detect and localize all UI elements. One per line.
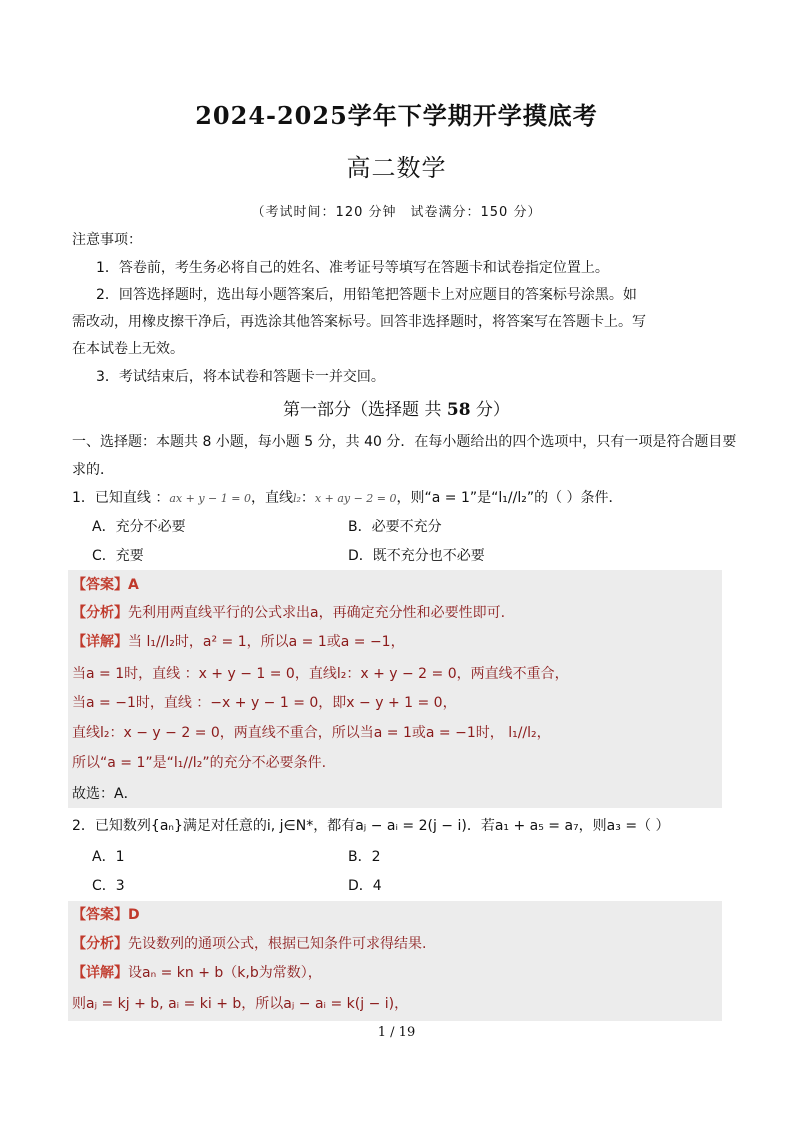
q2-detail-1: 【详解】设aₙ = kn + b（k,b为常数），	[72, 965, 322, 981]
q2-analysis: 【分析】先设数列的通项公式，根据已知条件可求得结果.	[72, 936, 427, 952]
exam-subject: 高二数学	[346, 154, 447, 182]
q2-stem: 2．已知数列{aₙ}满足对任意的i, j∈N*，都有aⱼ − aᵢ = 2(j − i)．若a₁ + a₅ = a₇，则a₃ =（ ）	[72, 818, 670, 834]
exam-info: （考试时间：120 分钟 试卷满分：150 分）	[251, 205, 542, 220]
q1-option-a: A．充分不必要	[92, 519, 186, 535]
q1-detail-4: 直线l₂：x − y − 2 = 0，两直线不重合，所以当a = 1或a = −1时， l₁//l₂，	[72, 725, 551, 741]
notice-heading: 注意事项：	[72, 232, 142, 248]
q1-stem: 1．已知直线 ：ax + y − 1 = 0，直线l₂：x + ay − 2 = 0，则“a = 1”是“l₁//l₂”的（ ）条件．	[72, 490, 623, 506]
notice-item-3: 3．考试结束后，将本试卷和答题卡一并交回。	[96, 369, 385, 385]
notice-item-2b: 需改动，用橡皮擦干净后，再选涂其他答案标号。回答非选择题时，将答案写在答题卡上。写	[72, 314, 646, 330]
exam-title: 2024-2025学年下学期开学摸底考	[195, 101, 598, 130]
q1-analysis: 【分析】先利用两直线平行的公式求出a，再确定充分性和必要性即可.	[72, 605, 506, 621]
instructions-line-1: 一、选择题：本题共 8 小题，每小题 5 分，共 40 分．在每小题给出的四个选项中，只有一项是符合题目要	[72, 434, 737, 450]
page-number: 1 / 19	[377, 1025, 416, 1040]
q1-solution-block	[68, 570, 722, 808]
q1-detail-6: 故选：A．	[72, 786, 138, 802]
q1-option-b: B．必要不充分	[348, 519, 442, 535]
q1-detail-2: 当a = 1时，直线 ：x + y − 1 = 0，直线l₂：x + y − 2 = 0，两直线不重合，	[72, 666, 569, 682]
notice-item-2a: 2．回答选择题时，选出每小题答案后，用铅笔把答题卡上对应题目的答案标号涂黑。如	[96, 287, 637, 303]
section-heading: 第一部分（选择题 共 58 分）	[283, 400, 510, 420]
q1-detail-3: 当a = −1时，直线 ：−x + y − 1 = 0，即x − y + 1 = 0，	[72, 695, 457, 711]
q2-solution-block	[68, 901, 722, 1021]
notice-item-2c: 在本试卷上无效。	[72, 341, 184, 357]
q1-detail-1: 【详解】当 l₁//l₂时，a² = 1，所以a = 1或a = −1，	[72, 634, 405, 650]
q1-answer: 【答案】A	[72, 577, 139, 593]
q2-option-d: D．4	[348, 878, 382, 894]
instructions-line-2: 求的．	[72, 462, 114, 478]
q2-detail-2: 则aⱼ = kj + b, aᵢ = ki + b，所以aⱼ − aᵢ = k(j − i)，	[72, 996, 409, 1012]
q2-option-a: A．1	[92, 849, 125, 865]
q1-option-d: D．既不充分也不必要	[348, 548, 485, 564]
q2-option-c: C．3	[92, 878, 125, 894]
q1-option-c: C．充要	[92, 548, 144, 564]
q1-detail-5: 所以“a = 1”是“l₁//l₂”的充分不必要条件.	[72, 755, 327, 771]
q2-answer: 【答案】D	[72, 907, 140, 923]
notice-item-1: 1．答卷前，考生务必将自己的姓名、准考证号等填写在答题卡和试卷指定位置上。	[96, 260, 609, 276]
q2-option-b: B．2	[348, 849, 381, 865]
